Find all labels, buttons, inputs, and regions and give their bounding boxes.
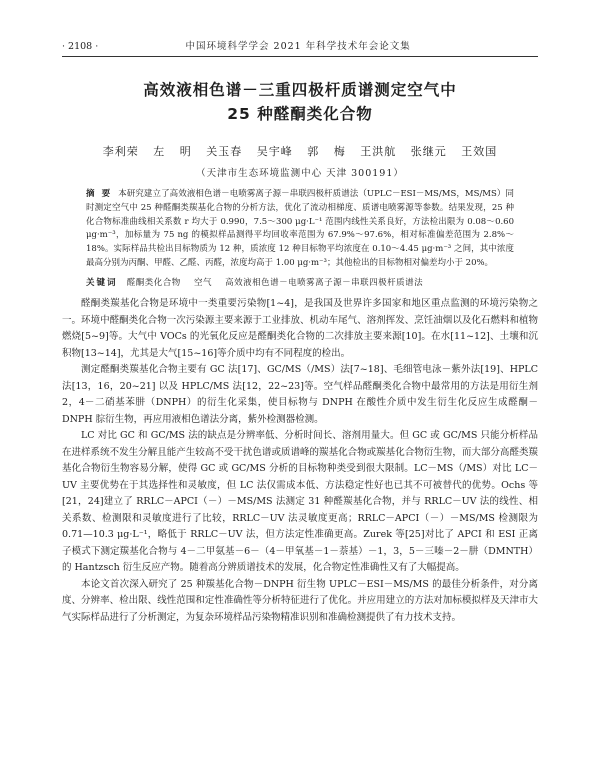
body-text [62, 296, 538, 626]
body-paragraph: 本论文首次深入研究了 25 种羰基化合物－DNPH 衍生物 UPLC－ESI－MS/MS 的最佳分析条件，对分离度、分辨率、检出限、线性范围和定性准确性等分析特征进行了优化。并应用建立的方法对加标模拟样及天津市大气实际样品进行了分析测定，为复杂环境样品污染物精准识别和准确检测提供了有力技术支持。 [62, 578, 538, 623]
keywords-label: 关键词 [86, 278, 118, 288]
keyword: 高效液相色谱－电喷雾离子源－串联四极杆质谱法 [225, 278, 424, 288]
body-paragraph: 醛酮类羰基化合物是环境中一类重要污染物[1~4]，是我国及世界许多国家和地区重点监测的环境污染物之一。环境中醛酮类化合物一次污染源主要来源于工业排放、机动车尾气、溶剂挥发、烹饪油烟以及化石燃料和植物燃烧[5~9]等。大气中 VOCs 的光氧化反应是醛酮类化合物的二次排放主要来源[10]。在水[11~12]、土壤和沉积物[13~14]，尤其是大气[15~16]等介质中均有不同程度的检出。 [62, 298, 538, 359]
abstract [86, 188, 514, 271]
keywords [86, 276, 514, 290]
running-header [62, 40, 538, 54]
keyword: 醛酮类化合物 [126, 278, 181, 288]
abstract-label: 摘 要 [86, 189, 113, 199]
title-line-1: 高效液相色谱－三重四极杆质谱测定空气中 [143, 81, 457, 99]
title-line-2: 25 种醛酮类化合物 [227, 105, 373, 123]
affiliation: （天津市生态环境监测中心 天津 300191） [196, 168, 404, 179]
body-paragraph: 测定醛酮类羰基化合物主要有 GC 法[17]、GC/MS（/MS）法[7~18]、毛细管电泳－紫外法[19]、HPLC 法[13，16，20~21] 以及 HPLC/MS 法[12，22~23]等。空气样品醛酮类化合物中最常用的方法是用衍生剂 2，4－二硝基苯肼（DNPH）的衍生化采集，使目标物与 DNPH 在酸性介质中发生衍生化反应生成醛酮－DNPH 腙衍生物，再应用液相色谱法分离，紫外检测器检测。 [62, 364, 538, 425]
body-paragraph: LC 对比 GC 和 GC/MS 法的缺点是分辨率低、分析时间长、溶剂用量大。但 GC 或 GC/MS 只能分析样品在进样系统不发生分解且能产生较高不受干扰色谱或质谱峰的羰基化合物或羰基化合物衍生物，而大部分高醛类羰基化合物衍生物容易分解，使得 GC 或 GC/MS 分析的目标物种类受到很大限制。LC－MS（/MS）对比 LC－UV 主要优势在于其选择性和灵敏度，但 LC 法仅需成本低、方法稳定性好也已其不可被替代的优势。Ochs 等[21，24]建立了 RRLC－APCI（－）－MS/MS 法测定 31 种醛羰基化合物，并与 RRLC－UV 法的线性、相关系数、检测限和灵敏度进行了比较，RRLC－UV 法灵敏度更高；RRLC－APCI（－）－MS/MS 检测限为 0.71—10.3 μg·L⁻¹，略低于 RRLC－UV 法，但方法定性准确更高。Zurek 等[25]对比了 APCI 和 ESI 正离子模式下测定羰基化合物与 4－二甲氨基－6－（4－甲氧基－1－萘基）－1，3，5－三嗪－2－肼（DMNTH）的 Hantzsch 衍生反应产物。随着高分辨质谱技术的发展，化合物定性准确性又有了大幅提高。 [62, 430, 538, 573]
keyword: 空气 [193, 278, 212, 288]
page-number: · 2108 · [62, 41, 99, 52]
abstract-text: 本研究建立了高效液相色谱－电喷雾离子源－串联四极杆质谱法（UPLC－ESI－MS/MS，MS/MS）同时测定空气中 25 种醛酮类羰基化合物的分析方法，优化了流动相梯度、质谱电喷雾源等参数。结果发现，25 种化合物标准曲线相关系数 r 均大于 0.990，7.5～300 μg·L⁻¹ 范围内线性关系良好，方法检出限为 0.08～0.60 μg·m⁻³，加标量为 75 ng 的模拟样品测得平均回收率范围为 67.9%～97.6%，相对标准偏差范围为 2.8%～18%。实际样品共检出目标物质为 12 种，质浓度 12 种目标物平均浓度在 0.10～4.45 μg·m⁻³ 之间，其中浓度最高分别为丙酮、甲醛、乙醛、丙醛，浓度均高于 1.00 μg·m⁻³；其他检出的目标物相对偏差均小于 20%。 [86, 189, 514, 268]
paper-title [62, 78, 538, 126]
author-list: 李利荣 左 明 关玉春 吴宇峰 郭 梅 王洪航 张继元 王效国 [102, 145, 498, 158]
header-rule [62, 56, 538, 57]
journal-venue: 中国环境科学学会 2021 年科学技术年会论文集 [185, 41, 411, 52]
